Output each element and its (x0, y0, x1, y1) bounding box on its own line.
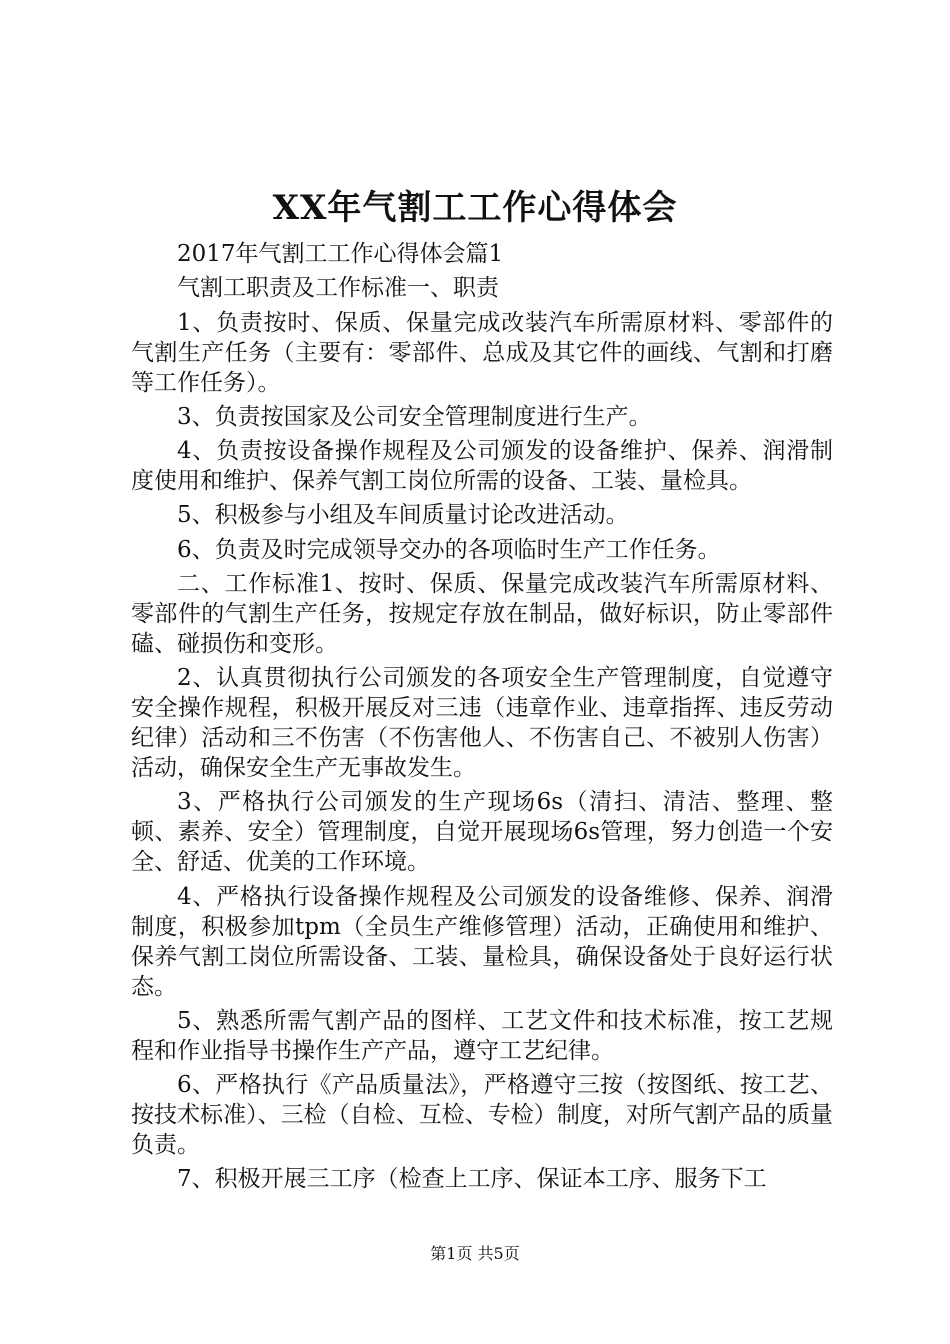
paragraph: 气割工职责及工作标准一、职责 (177, 275, 499, 302)
paragraph: 2017年气割工工作心得体会篇1 (177, 241, 504, 267)
paragraph: 6、严格执行《产品质量法》，严格遵守三按（按图纸、按工艺、按技术标准）、三检（自检、互检、专检）制度，对所气割产品的质量负责。 (131, 1072, 833, 1158)
paragraph: 3、负责按国家及公司安全管理制度进行生产。 (177, 403, 652, 430)
paragraph: 3、严格执行公司颁发的生产现场6s（清扫、清洁、整理、整顿、素养、安全）管理制度，自觉开展现场6s管理，努力创造一个安全、舒适、优美的工作环境。 (131, 789, 833, 876)
paragraph: 4、严格执行设备操作规程及公司颁发的设备维修、保养、润滑制度，积极参加tpm（全员生产维修管理）活动，正确使用和维护、保养气割工岗位所需设备、工装、量检具，确保设备处于良好运行状态。 (131, 883, 833, 1000)
paragraph: 4、负责按设备操作规程及公司颁发的设备维护、保养、润滑制度使用和维护、保养气割工岗位所需的设备、工装、量检具。 (131, 438, 833, 494)
document-title: XX年气割工工作心得体会 (272, 188, 678, 228)
paragraph: 1、负责按时、保质、保量完成改装汽车所需原材料、零部件的气割生产任务（主要有：零部件、总成及其它件的画线、气割和打磨等工作任务）。 (131, 309, 833, 396)
paragraph: 5、积极参与小组及车间质量讨论改进活动。 (177, 502, 629, 529)
paragraph: 7、积极开展三工序（检查上工序、保证本工序、服务下工 (177, 1166, 767, 1193)
paragraph: 2、认真贯彻执行公司颁发的各项安全生产管理制度，自觉遵守安全操作规程，积极开展反对三违（违章作业、违章指挥、违反劳动纪律）活动和三不伤害（不伤害他人、不伤害自己、不被别人伤害）活动，确保安全生产无事故发生。 (131, 665, 833, 781)
paragraph: 二、工作标准1、按时、保质、保量完成改装汽车所需原材料、零部件的气割生产任务，按规定存放在制品，做好标识，防止零部件磕、碰损伤和变形。 (131, 570, 833, 657)
paragraph: 5、熟悉所需气割产品的图样、工艺文件和技术标准，按工艺规程和作业指导书操作生产产品，遵守工艺纪律。 (131, 1007, 833, 1064)
paragraph: 6、负责及时完成领导交办的各项临时生产工作任务。 (177, 536, 721, 563)
page-footer: 第1页 共5页 (430, 1244, 520, 1263)
document-body (131, 239, 833, 1199)
